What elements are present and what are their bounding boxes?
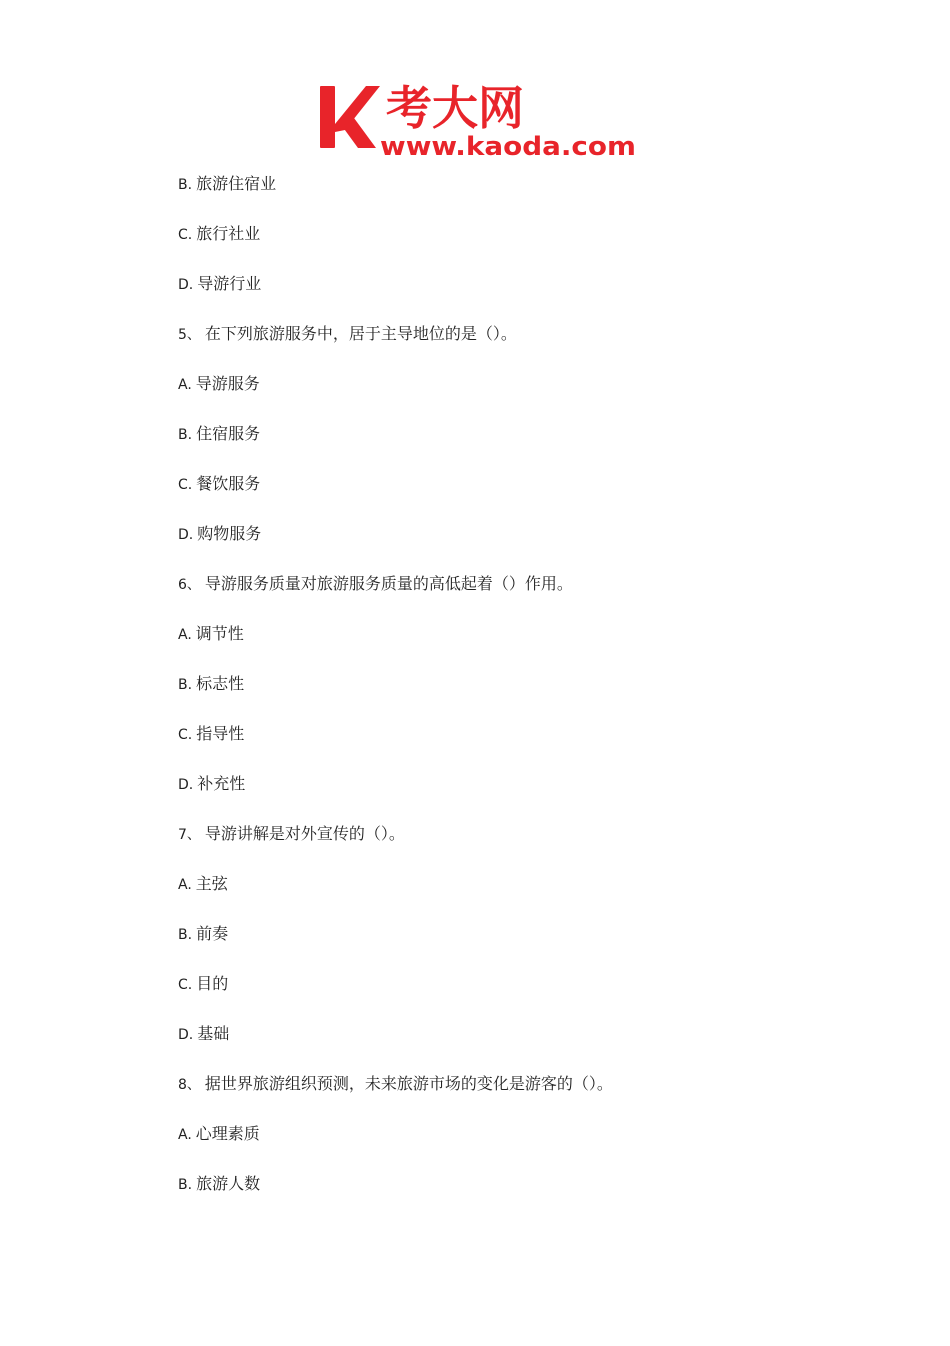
answer-option: [178, 172, 878, 222]
question-text: 导游讲解是对外宣传的（）。: [204, 824, 405, 843]
option-letter: D.: [178, 777, 194, 793]
answer-option: [178, 672, 878, 722]
answer-option: [178, 1172, 878, 1222]
option-text: 补充性: [197, 774, 246, 793]
option-text: 基础: [197, 1024, 230, 1043]
answer-option: [178, 222, 878, 272]
answer-option: [178, 772, 878, 822]
option-letter: C.: [178, 977, 193, 993]
question-text: 据世界旅游组织预测，未来旅游市场的变化是游客的（）。: [204, 1074, 613, 1093]
option-text: 主弦: [195, 874, 228, 893]
option-letter: B.: [178, 427, 193, 443]
option-letter: B.: [178, 177, 193, 193]
answer-option: [178, 422, 878, 472]
answer-option: [178, 972, 878, 1022]
option-letter: D.: [178, 1027, 194, 1043]
option-text: 餐饮服务: [196, 474, 261, 493]
option-letter: C.: [178, 727, 193, 743]
answer-option: [178, 622, 878, 672]
answer-option: [178, 1122, 878, 1172]
option-letter: B.: [178, 1177, 193, 1193]
k-mark-icon: [320, 86, 380, 148]
answer-option: [178, 922, 878, 972]
answer-option: [178, 472, 878, 522]
option-letter: C.: [178, 477, 193, 493]
question-text: 在下列旅游服务中，居于主导地位的是（）。: [204, 324, 517, 343]
answer-option: [178, 1022, 878, 1072]
question-list: [178, 172, 878, 1222]
question-number: 7、: [178, 827, 201, 843]
answer-option: [178, 722, 878, 772]
option-text: 调节性: [195, 624, 244, 643]
answer-option: [178, 272, 878, 322]
option-text: 旅行社业: [196, 224, 261, 243]
question-number: 5、: [178, 327, 201, 343]
option-text: 旅游人数: [196, 1174, 261, 1193]
question-stem: [178, 822, 878, 872]
option-letter: D.: [178, 527, 194, 543]
option-text: 导游行业: [197, 274, 262, 293]
option-letter: A.: [178, 627, 192, 643]
kaoda-logo-graphic: [318, 74, 640, 160]
option-text: 标志性: [196, 674, 245, 693]
option-letter: B.: [178, 677, 193, 693]
option-letter: C.: [178, 227, 193, 243]
answer-option: [178, 872, 878, 922]
question-number: 6、: [178, 577, 201, 593]
answer-option: [178, 522, 878, 572]
option-text: 住宿服务: [196, 424, 261, 443]
question-stem: [178, 572, 878, 622]
option-text: 目的: [196, 974, 229, 993]
option-letter: A.: [178, 877, 192, 893]
option-letter: A.: [178, 1127, 192, 1143]
option-letter: D.: [178, 277, 194, 293]
option-text: 心理素质: [195, 1124, 260, 1143]
question-stem: [178, 1072, 878, 1122]
question-stem: [178, 322, 878, 372]
option-text: 指导性: [196, 724, 245, 743]
logo-cn-text: 考大网: [386, 81, 524, 135]
option-text: 前奏: [196, 924, 229, 943]
kaoda-logo: [318, 74, 640, 160]
option-letter: B.: [178, 927, 193, 943]
option-text: 购物服务: [197, 524, 262, 543]
option-text: 导游服务: [195, 374, 260, 393]
option-text: 旅游住宿业: [196, 174, 277, 193]
logo-url-text: www.kaoda.com: [380, 132, 636, 160]
question-number: 8、: [178, 1077, 201, 1093]
question-text: 导游服务质量对旅游服务质量的高低起着（）作用。: [204, 574, 573, 593]
option-letter: A.: [178, 377, 192, 393]
answer-option: [178, 372, 878, 422]
